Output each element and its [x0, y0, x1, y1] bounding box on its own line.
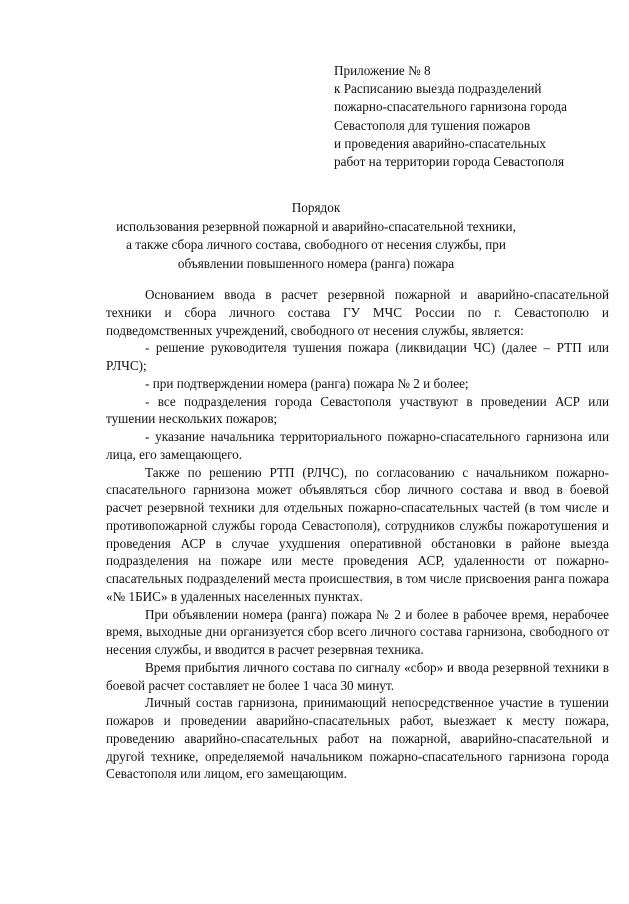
appendix-line: и проведения аварийно-спасательных — [334, 135, 546, 151]
appendix-number: Приложение № 8 — [334, 63, 431, 78]
body-paragraph: Также по решению РТП (РЛЧС), по согласованию с начальником пожарно-спасательного гарнизона может объявляться сбор личного состава и ввод в боевой расчет резервной техники для отдельных пожарно-спасательных частей (в том числе и противопожарной службы города Севастополя), сотрудников службы пожаротушения и проведения АСР в случае ухудшения оперативной обстановки в районе выезда подразделения на пожаре или месте проведения АСР, удаленности от пожарно-спасательных подразделений места происшествия, в том числе присвоения ранга пожара «№ 1БИС» в удаленных населенных пунктах. — [106, 464, 609, 604]
list-item: - при подтверждении номера (ранга) пожара № 2 и более; — [145, 375, 469, 391]
body-paragraph: Личный состав гарнизона, принимающий непосредственное участие в тушении пожаров и проведении аварийно-спасательных работ, выезжает к месту пожара, проведению аварийно-спасательных работ на пожарной, аварийно-спасательной и другой технике, определяемой начальником пожарно-спасательного гарнизона города Севастополя или лицом, его замещающим. — [106, 695, 609, 782]
appendix-line: к Расписанию выезда подразделений — [334, 81, 542, 97]
appendix-line: работ на территории города Севастополя — [334, 154, 565, 170]
document-body — [106, 286, 609, 783]
body-paragraph: Время прибытия личного состава по сигналу «сбор» и ввода резервной техники в боевой расчет составляет не более 1 часа 30 минут. — [106, 659, 609, 693]
list-item: - все подразделения города Севастополя участвуют в проведении АСР или тушении нескольких пожаров; — [106, 393, 609, 427]
document-title — [100, 199, 532, 273]
intro-paragraph: Основанием ввода в расчет резервной пожарной и аварийно-спасательной техники и сбора личного состава ГУ МЧС России по г. Севастополю и подведомственных учреждений, свободного от несения службы, является: — [106, 287, 609, 338]
title-line: использования резервной пожарной и аварийно-спасательной техники, — [116, 218, 516, 234]
appendix-header — [334, 62, 624, 171]
appendix-line: пожарно-спасательного гарнизона города — [334, 99, 567, 115]
title-line: объявлении повышенного номера (ранга) пожара — [177, 255, 455, 271]
title-line: а также сбора личного состава, свободного от несения службы, при — [126, 237, 506, 253]
body-paragraph: При объявлении номера (ранга) пожара № 2 и более в рабочее время, нерабочее время, выходные дни организуется сбор всего личного состава гарнизона, свободного от несения службы, и вводится в расчет резервная техника. — [106, 606, 609, 657]
title-heading: Порядок — [291, 200, 341, 215]
list-item: - указание начальника территориального пожарно-спасательного гарнизона или лица, его замещающего. — [106, 429, 609, 462]
list-item: - решение руководителя тушения пожара (ликвидации ЧС) (далее – РТП или РЛЧС); — [106, 340, 609, 373]
appendix-line: Севастополя для тушения пожаров — [334, 117, 531, 133]
